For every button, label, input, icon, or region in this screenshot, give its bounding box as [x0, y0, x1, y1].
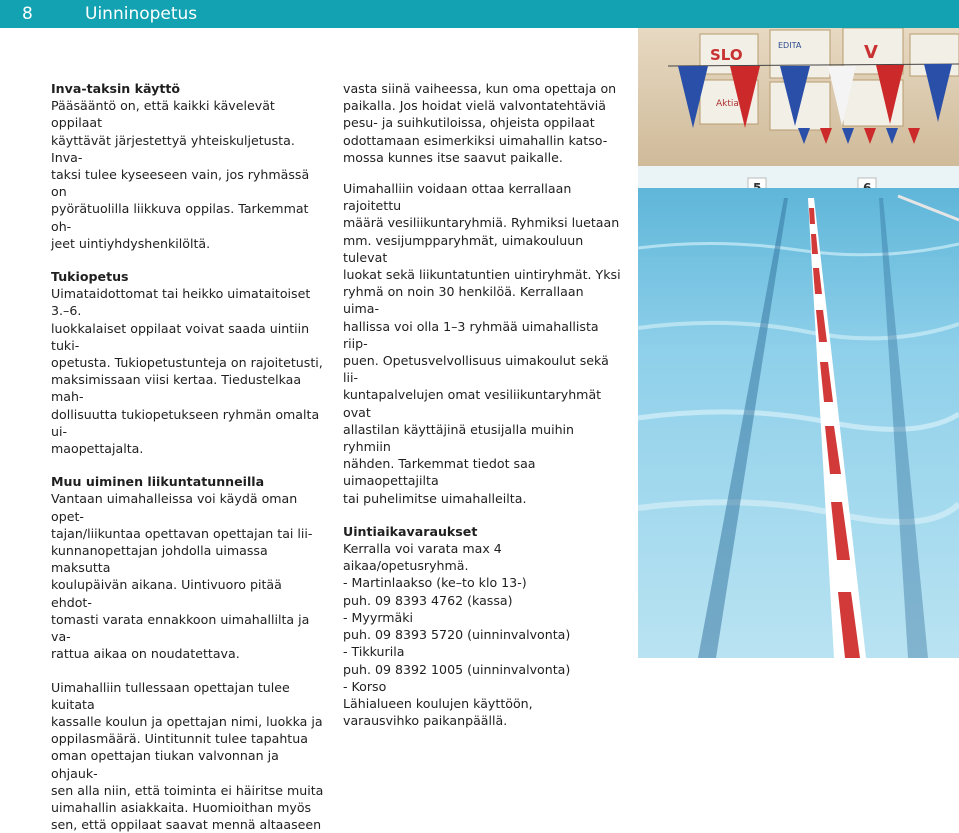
reservations-heading: Uintiaikavaraukset — [343, 523, 623, 540]
pool-edge — [638, 166, 959, 188]
text-line: paikalla. Jos hoidat vielä valvontatehtäviä — [343, 97, 623, 114]
sign-text: Aktia — [716, 99, 739, 109]
text-line: hallissa voi olla 1–3 ryhmää uimahallista riip- — [343, 318, 623, 352]
text-line: käyttävät järjestettyä yhteiskuljetusta. Inva- — [51, 132, 325, 166]
text-line: Uimahalliin voidaan ottaa kerrallaan rajoitettu — [343, 180, 623, 214]
text-line: Uimataidottomat tai heikko uimataitoiset 3.–6. — [51, 285, 325, 319]
text-line: - Tikkurila — [343, 643, 623, 660]
left-column — [51, 80, 325, 833]
inva-taxi-paragraph — [51, 97, 325, 252]
reservations-paragraph — [343, 540, 623, 729]
continuation-paragraph — [343, 80, 623, 166]
text-line: koulupäivän aikana. Uintivuoro pitää ehdot- — [51, 576, 325, 610]
text-line: mm. vesijumpparyhmät, uimakouluun tulevat — [343, 232, 623, 266]
other-swimming-heading: Muu uiminen liikuntatunneilla — [51, 473, 325, 490]
text-line: pyörätuolilla liikkuva oppilas. Tarkemmat oh- — [51, 200, 325, 234]
text-line: rattua aikaa on noudatettava. — [51, 645, 325, 662]
page-number: 8 — [22, 0, 33, 28]
text-line: jeet uintiyhdyshenkilöltä. — [51, 235, 325, 252]
sign-text: EDITA — [778, 41, 802, 50]
page-title: Uinninopetus — [85, 0, 197, 28]
text-line: maksimissaan viisi kertaa. Tiedustelkaa mah- — [51, 371, 325, 405]
text-line: - Korso — [343, 678, 623, 695]
arrival-paragraph — [51, 679, 325, 833]
text-line: puh. 09 8392 1005 (uinninvalvonta) — [343, 661, 623, 678]
text-line: allastilan käyttäjinä etusijalla muihin ryhmiin — [343, 421, 623, 455]
text-line: tomasti varata ennakkoon uimahallilta ja va- — [51, 611, 325, 645]
text-line: Vantaan uimahalleissa voi käydä oman opet- — [51, 490, 325, 524]
text-line: - Martinlaakso (ke–to klo 13-) — [343, 574, 623, 591]
text-line: mossa kunnes itse saavut paikalle. — [343, 149, 623, 166]
text-line: odottamaan esimerkiksi uimahallin katso- — [343, 132, 623, 149]
right-column — [343, 80, 623, 729]
text-line: taksi tulee kyseeseen vain, jos ryhmässä on — [51, 166, 325, 200]
text-line: - Myyrmäki — [343, 609, 623, 626]
text-line: nähden. Tarkemmat tiedot saa uimaopettajilta — [343, 455, 623, 489]
text-line: dollisuutta tukiopetukseen ryhmän omalta ui- — [51, 406, 325, 440]
groups-paragraph — [343, 180, 623, 507]
other-swimming-paragraph — [51, 490, 325, 662]
support-teaching-paragraph — [51, 285, 325, 457]
text-line: varausvihko paikanpäällä. — [343, 712, 623, 729]
text-line: puh. 09 8393 4762 (kassa) — [343, 592, 623, 609]
text-line: luokkalaiset oppilaat voivat saada uintiin tuki- — [51, 320, 325, 354]
text-line: sen alla niin, että toiminta ei häiritse muita — [51, 782, 325, 799]
text-line: kunnanopettajan johdolla uimassa maksutta — [51, 542, 325, 576]
page-header — [0, 0, 959, 28]
text-line: maopettajalta. — [51, 440, 325, 457]
text-line: tajan/liikuntaa opettavan opettajan tai lii- — [51, 525, 325, 542]
text-line: vasta siinä vaiheessa, kun oma opettaja on — [343, 80, 623, 97]
text-line: oppilasmäärä. Uintitunnit tulee tapahtua — [51, 730, 325, 747]
sign-text: SLO — [710, 46, 743, 64]
text-line: oman opettajan tiukan valvonnan ja ohjauk- — [51, 747, 325, 781]
swimming-pool-photo — [638, 28, 959, 658]
text-line: puen. Opetusvelvollisuus uimakoulut sekä lii- — [343, 352, 623, 386]
text-line: Lähialueen koulujen käyttöön, — [343, 695, 623, 712]
text-line: Uimahalliin tullessaan opettajan tulee kuitata — [51, 679, 325, 713]
inva-taxi-heading: Inva-taksin käyttö — [51, 80, 325, 97]
text-line: uimahallin asiakkaita. Huomioithan myös — [51, 799, 325, 816]
text-line: Pääsääntö on, että kaikki kävelevät oppilaat — [51, 97, 325, 131]
text-line: ryhmä on noin 30 henkilöä. Kerrallaan uima- — [343, 283, 623, 317]
text-line: Kerralla voi varata max 4 aikaa/opetusryhmä. — [343, 540, 623, 574]
text-line: puh. 09 8393 5720 (uinninvalvonta) — [343, 626, 623, 643]
text-line: kassalle koulun ja opettajan nimi, luokka ja — [51, 713, 325, 730]
text-line: luokat sekä liikuntatuntien uintiryhmät. Yksi — [343, 266, 623, 283]
text-line: kuntapalvelujen omat vesiliikuntaryhmät ovat — [343, 386, 623, 420]
sign-text: V — [864, 42, 878, 63]
text-line: opetusta. Tukiopetustunteja on rajoitetusti, — [51, 354, 325, 371]
text-line: tai puhelimitse uimahalleilta. — [343, 490, 623, 507]
support-teaching-heading: Tukiopetus — [51, 268, 325, 285]
text-line: pesu- ja suihkutiloissa, ohjeista oppilaat — [343, 114, 623, 131]
text-line: sen, että oppilaat saavat mennä altaaseen — [51, 816, 325, 833]
text-line: määrä vesiliikuntaryhmiä. Ryhmiksi luetaan — [343, 214, 623, 231]
